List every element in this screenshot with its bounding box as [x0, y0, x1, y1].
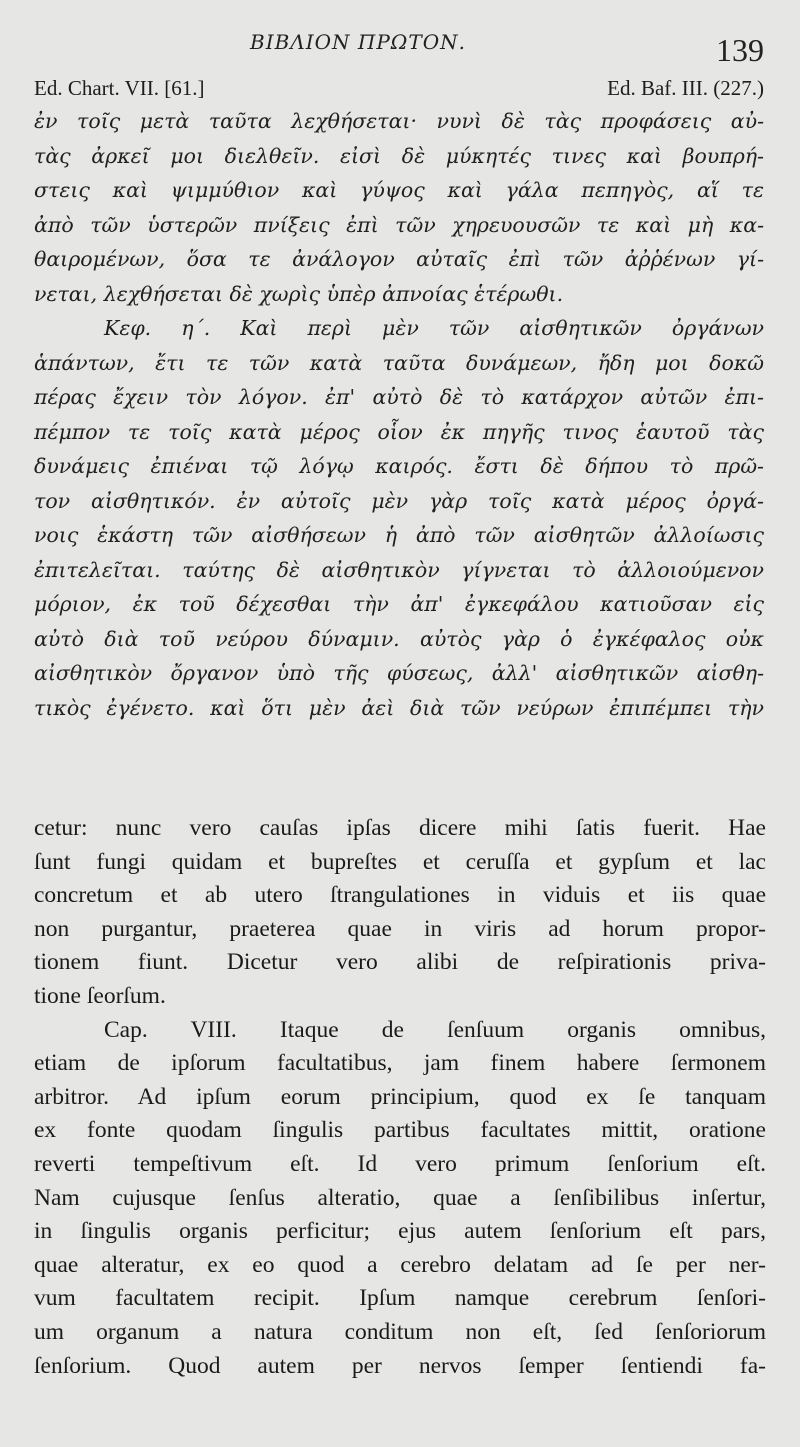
latin-line: non purgantur, praeterea quae in viris ad horum propor- [34, 915, 766, 942]
latin-line: ſunt fungi quidam et bupreſtes et ceruſſa et gypſum et lac [34, 848, 766, 875]
page-number: 139 [716, 32, 764, 68]
greek-text-block [34, 104, 764, 725]
greek-line: ἐν τοῖς μετὰ ταῦτα λεχθήσεται· νυνὶ δὲ τὰς προφάσεις αὐ- [34, 109, 764, 133]
latin-line: cetur: nunc vero cauſas ipſas dicere mihi ſatis fuerit. Hae [34, 815, 766, 841]
greek-line: τὰς ἀρκεῖ μοι διελθεῖν. εἰσὶ δὲ μύκητές τινες καὶ βουπρή- [34, 143, 764, 168]
latin-line: Nam cujusque ſenſus alteratio, quae a ſenſibilibus inſertur, [34, 1184, 766, 1211]
greek-line: δυνάμεις ἐπιέναι τῷ λόγῳ καιρός. ἔστι δὲ δήπου τὸ πρῶ- [34, 454, 764, 478]
latin-line: tionem fiunt. Dicetur vero alibi de reſpirationis priva- [34, 949, 766, 976]
latin-text-block [34, 812, 766, 1383]
greek-line: πέμπον τε τοῖς κατὰ μέρος οἷον ἐκ πηγῆς τινος ἑαυτοῦ τὰς [34, 419, 764, 444]
latin-line: arbitror. Ad ipſum eorum principium, quod ex ſe tanquam [34, 1083, 766, 1110]
latin-line: ex fonte quodam ſingulis partibus facultates mittit, oratione [34, 1117, 766, 1144]
greek-line: ἀπὸ τῶν ὑστερῶν πνίξεις ἐπὶ τῶν χηρευουσῶν τε καὶ μὴ κα- [34, 212, 764, 237]
greek-line: τον αἰσθητικόν. ἐν αὐτοῖς μὲν γὰρ τοῖς κατὰ μέρος ὀργά- [34, 488, 764, 513]
greek-line: ἐπιτελεῖται. ταύτης δὲ αἰσθητικὸν γίγνεται τὸ ἀλλοιούμενον [34, 557, 764, 582]
greek-line: τικὸς ἐγένετο. καὶ ὅτι μὲν ἀεὶ διὰ τῶν νεύρων ἐπιπέμπει τὴν [34, 695, 764, 720]
edition-chartier: Ed. Chart. VII. [61.] [34, 76, 205, 100]
greek-line: αἰσθητικὸν ὄργανον ὑπὸ τῆς φύσεως, ἀλλ' αἰσθητικῶν αἰσθη- [34, 661, 764, 685]
latin-line: quae alteratur, ex eo quod a cerebro delatam ad ſe per ner- [34, 1251, 766, 1278]
latin-chapter-heading-line: Cap. VIII. Itaque de ſenſuum organis omnibus, [104, 1016, 766, 1043]
edition-references [34, 76, 764, 102]
greek-line: ἁπάντων, ἔτι τε τῶν κατὰ ταῦτα δυνάμεων, ἤδη μοι δοκῶ [34, 350, 764, 375]
greek-line: στεις καὶ ψιμμύθιον καὶ γύψος καὶ γάλα πεπηγὸς, αἵ τε [34, 178, 764, 202]
greek-line: μόριον, ἐκ τοῦ δέχεσθαι τὴν ἀπ' ἐγκεφάλου κατιοῦσαν εἰς [34, 592, 764, 616]
greek-line: νεται, λεχθήσεται δὲ χωρὶς ὑπὲρ ἀπνοίας ἑτέρωθι. [34, 281, 564, 306]
latin-line: ſenſorium. Quod autem per nervos ſemper ſentiendi fa- [34, 1352, 766, 1379]
latin-line: etiam de ipſorum facultatibus, jam finem habere ſermonem [34, 1050, 766, 1077]
latin-line: um organum a natura conditum non eſt, ſed ſenſoriorum [34, 1318, 766, 1345]
running-head: BIBΛΙΟΝ ΠΡΩΤΟΝ. [250, 30, 466, 54]
latin-line: tione ſeorſum. [34, 982, 166, 1009]
greek-line: νοις ἑκάστη τῶν αἰσθήσεων ἡ ἀπὸ τῶν αἰσθητῶν ἀλλοίωσις [34, 523, 764, 547]
greek-line: πέρας ἔχειν τὸν λόγον. ἐπ' αὐτὸ δὲ τὸ κατάρχον αὐτῶν ἐπι- [34, 385, 764, 409]
edition-basel: Ed. Baf. III. (227.) [607, 76, 764, 100]
greek-line: αὐτὸ διὰ τοῦ νεύρου δύναμιν. αὐτὸς γὰρ ὁ ἐγκέφαλος οὐκ [34, 626, 764, 651]
greek-line: θαιρομένων, ὅσα τε ἀνάλογον αὐταῖς ἐπὶ τῶν ἀῤῥένων γί- [34, 247, 764, 271]
latin-line: vum facultatem recipit. Ipſum namque cerebrum ſenſori- [34, 1285, 766, 1312]
latin-line: concretum et ab utero ſtrangulationes in viduis et iis quae [34, 882, 766, 909]
latin-line: reverti tempeſtivum eſt. Id vero primum ſenſorium eſt. [34, 1150, 766, 1177]
latin-line: in ſingulis organis perficitur; ejus autem ſenſorium eſt pars, [34, 1218, 766, 1245]
greek-chapter-heading-line: Κεφ. η΄. Καὶ περὶ μὲν τῶν αἰσθητικῶν ὀργάνων [104, 316, 764, 340]
